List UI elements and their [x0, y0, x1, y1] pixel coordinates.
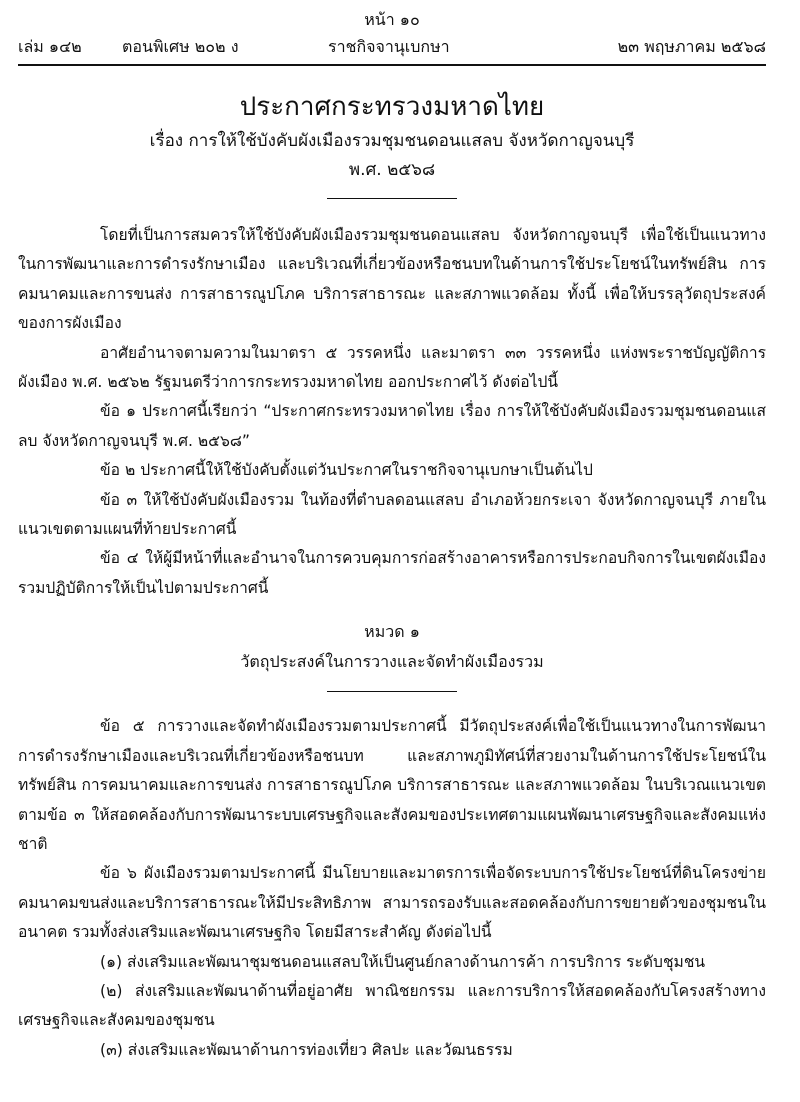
header-divider	[18, 64, 766, 66]
gazette-name: ราชกิจจานุเบกษา	[328, 37, 450, 56]
document-year: พ.ศ. ๒๕๖๘	[348, 160, 436, 180]
chapter-heading: หมวด ๑	[364, 622, 420, 642]
title-divider	[327, 198, 457, 199]
clause-5: ข้อ ๕ การวางและจัดทำผังเมืองรวมตามประกาศนี้ มีวัตถุประสงค์เพื่อใช้เป็นแนวทางในการพัฒนา การดำรงรักษาเมืองและบริเวณที่เกี่ยวข้องหรือชนบท และสภาพภูมิทัศน์ที่สวยงามในด้านการใช้ประโยชน์ในทรัพย์สิน การคมนาคมและการขนส่ง การสาธารณูปโภค บริการสาธารณะ และสภาพแวดล้อม ในบริเวณแนวเขตตามข้อ ๓ ให้สอดคล้องกับการพัฒนาระบบเศรษฐกิจและสังคมของประเทศตามแผนพัฒนาเศรษฐกิจและสังคมแห่งชาติ	[18, 717, 766, 853]
clause-6: ข้อ ๖ ผังเมืองรวมตามประกาศนี้ มีนโยบายและมาตรการเพื่อจัดระบบการใช้ประโยชน์ที่ดินโครงข่ายคมนาคมขนส่งและบริการสาธารณะให้มีประสิทธิภาพ สามารถรองรับและสอดคล้องกับการขยายตัวของชุมชนในอนาคต รวมทั้งส่งเสริมและพัฒนาเศรษฐกิจ โดยมีสาระสำคัญ ดังต่อไปนี้	[18, 864, 766, 942]
clause-4: ข้อ ๔ ให้ผู้มีหน้าที่และอำนาจในการควบคุมการก่อสร้างอาคารหรือการประกอบกิจการในเขตผังเมืองรวมปฏิบัติการให้เป็นไปตามประกาศนี้	[18, 549, 766, 597]
clause-6-item-2: (๒) ส่งเสริมและพัฒนาด้านที่อยู่อาศัย พาณิชยกรรม และการบริการให้สอดคล้องกับโครงสร้างทางเศรษฐกิจและสังคมของชุมชน	[18, 981, 766, 1030]
section-number: ตอนพิเศษ ๒๐๒ ง	[122, 37, 239, 56]
clause-6-item-3: (๓) ส่งเสริมและพัฒนาด้านการท่องเที่ยว ศิลปะ และวัฒนธรรม	[100, 1040, 513, 1059]
preamble-paragraph: โดยที่เป็นการสมควรให้ใช้บังคับผังเมืองรวมชุมชนดอนแสลบ จังหวัดกาญจนบุรี เพื่อใช้เป็นแนวทางในการพัฒนาและการดำรงรักษาเมือง และบริเวณที่เกี่ยวข้องหรือชนบทในด้านการใช้ประโยชน์ในทรัพย์สิน การคมนาคมและการขนส่ง การสาธารณูปโภค บริการสาธารณะ และสภาพแวดล้อม ทั้งนี้ เพื่อให้บรรลุวัตถุประสงค์ของการผังเมือง	[18, 226, 766, 333]
document-title: ประกาศกระทรวงมหาดไทย	[239, 92, 545, 122]
clause-2: ข้อ ๒ ประกาศนี้ให้ใช้บังคับตั้งแต่วันประกาศในราชกิจจานุเบกษาเป็นต้นไป	[100, 461, 593, 480]
clauses-chapter	[18, 712, 766, 1065]
clause-1: ข้อ ๑ ประกาศนี้เรียกว่า “ประกาศกระทรวงมหาดไทย เรื่อง การให้ใช้บังคับผังเมืองรวมชุมชนดอนแสลบ จังหวัดกาญจนบุรี พ.ศ. ๒๕๖๘”	[18, 402, 766, 450]
page-number: หน้า ๑๐	[364, 10, 420, 29]
clause-3: ข้อ ๓ ให้ใช้บังคับผังเมืองรวม ในท้องที่ตำบลดอนแสลบ อำเภอห้วยกระเจา จังหวัดกาญจนบุรี ภายในแนวเขตตามแผนที่ท้ายประกาศนี้	[18, 490, 766, 539]
document-subject: เรื่อง การให้ใช้บังคับผังเมืองรวมชุมชนดอนแสลบ จังหวัดกาญจนบุรี	[149, 131, 635, 151]
clause-6-item-1: (๑) ส่งเสริมและพัฒนาชุมชนดอนแสลบให้เป็นศูนย์กลางด้านการค้า การบริการ ระดับชุมชน	[100, 952, 706, 971]
chapter-divider	[327, 691, 457, 692]
chapter-title: วัตถุประสงค์ในการวางและจัดทำผังเมืองรวม	[240, 652, 544, 672]
publication-date: ๒๓ พฤษภาคม ๒๕๖๘	[617, 37, 766, 56]
volume-number: เล่ม ๑๔๒	[18, 37, 82, 56]
preamble-paragraph: อาศัยอำนาจตามความในมาตรา ๕ วรรคหนึ่ง และมาตรา ๓๓ วรรคหนึ่ง แห่งพระราชบัญญัติการผังเมือง พ.ศ. ๒๕๖๒ รัฐมนตรีว่าการกระทรวงมหาดไทย ออกประกาศไว้ ดังต่อไปนี้	[18, 343, 766, 392]
preamble	[18, 221, 766, 397]
clauses-intro	[18, 397, 766, 603]
gazette-header	[18, 32, 766, 62]
